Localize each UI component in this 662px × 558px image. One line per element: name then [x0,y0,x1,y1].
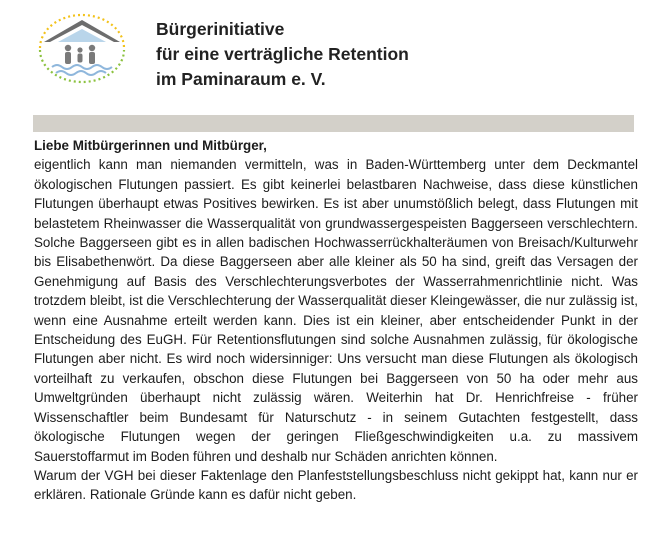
house-family-water-icon [30,12,134,84]
header-divider-bar [33,115,634,132]
letter-body [34,136,638,505]
letter-paragraph-2: Warum der VGH bei dieser Faktenlage den Planfeststellungsbeschluss nicht gekippt hat, kann nur er erklären. Rationale Gründe kann es dafür nicht geben. [34,467,638,503]
logo-family [65,45,95,64]
organization-logo [30,12,134,84]
logo-water-waves [52,65,112,75]
org-title-line-1: Bürgerinitiative [156,19,285,39]
org-title-line-2: für eine verträgliche Retention [156,44,409,64]
org-title-line-3: im Paminaraum e. V. [156,69,326,89]
letter-salutation: Liebe Mitbürgerinnen und Mitbürger, [34,138,267,153]
letter-paragraph-1: eigentlich kann man niemanden vermitteln, was in Baden-Württemberg unter dem Deckmantel ökologischen Flutungen passiert. Es gibt keinerlei belastbaren Nachweise, dass diese künstlichen Flutungen überhaupt etwas Positives bewirken. Es ist aber unumstößlich belegt, dass Flutungen mit belastetem Rheinwasser die Wasserqualität von grundwassergespeisten Baggerseen verschlechtern. Solche Baggerseen gibt es in allen badischen Hochwasserrückhalteräumen von Breisach/Kulturwehr bis Elisabethenwört. Da diese Baggerseen aber alle kleiner als 50 ha sind, greift das Versagen der Genehmigung auf Basis des Verschlechterungsverbotes der Wasserrahmenrichtlinie nicht. Was trotzdem bleibt, ist die Verschlechterung der Wasserqualität dieser Kleingewässer, die nur zulässig ist, wenn eine Ausnahme erteilt werden kann. Dies ist ein kleiner, aber entscheidender Punkt in der Entscheidung des EuGH. Für Retentionsflutungen sind solche Ausnahmen zulässig, für ökologische Flutungen aber nicht. Es wird noch widersinniger: Uns versucht man diese Flutungen als ökologisch vorteilhaft zu verkaufen, obschon diese Flutungen bei Baggerseen von 50 ha oder mehr aus Umweltgründen überhaupt nicht zulässig wären. Weiterhin hat Dr. Henrichfreise - früher Wissenschaftler beim Bundesamt für Naturschutz - in seinem Gutachten festgestellt, dass ökologische Flutungen wegen der geringen Fließgeschwindigkeiten u.a. zu massivem Sauerstoffarmut im Boden führen und deshalb nur Schäden anrichten können. [34,157,638,464]
organization-name [156,17,409,92]
